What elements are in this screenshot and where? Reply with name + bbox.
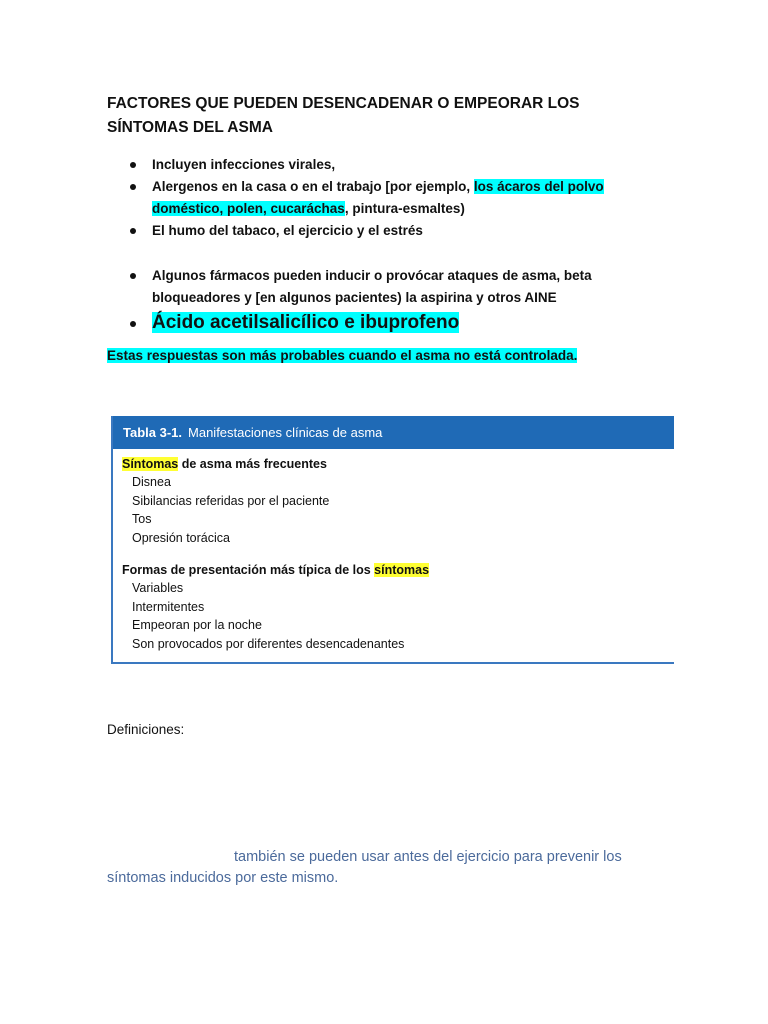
bullet-text: bloqueadores y [en algunos pacientes) la aspirina y otros AINE: [152, 290, 557, 305]
clinical-table: [111, 416, 674, 664]
table-item: Sibilancias referidas por el paciente: [132, 493, 330, 508]
section-text: Formas de presentación más típica de los: [122, 563, 375, 578]
bullet-text: Incluyen infecciones virales,: [152, 157, 336, 172]
list-item: [128, 154, 648, 176]
bullet-text: Algunos fármacos pueden inducir o provócar ataques de asma, beta: [152, 268, 592, 283]
page-title: [107, 92, 667, 140]
table-header: [113, 416, 674, 449]
highlight-allergens-1: los ácaros del polvo: [473, 179, 604, 194]
definitions-label: Definiciones:: [107, 722, 185, 737]
table-item: Empeoran por la noche: [132, 618, 262, 633]
exercise-paragraph: también se pueden usar antes del ejercicio para prevenir los síntomas inducidos por este mismo.: [107, 849, 622, 886]
highlight-sintomas: Síntomas: [122, 457, 179, 471]
title-line-2: SÍNTOMAS DEL ASMA: [107, 119, 273, 136]
highlight-allergens-2: doméstico, polen, cucaráchas: [152, 201, 345, 216]
note-highlight: Estas respuestas son más probables cuando el asma no está controlada.: [107, 348, 578, 363]
bullet-text: Alergenos en la casa o en el trabajo [por ejemplo,: [152, 179, 474, 194]
section-text: de asma más frecuentes: [178, 457, 327, 471]
control-note: [107, 346, 577, 366]
table-item: Son provocados por diferentes desencadenantes: [132, 636, 405, 651]
highlight-sintomas-2: síntomas: [374, 563, 430, 578]
table-body: [113, 449, 674, 653]
drugs-bullet: [128, 309, 459, 337]
table-item: Intermitentes: [132, 599, 205, 614]
section-heading-frequent: [122, 455, 674, 473]
list-item: [128, 176, 648, 220]
table-title: Manifestaciones clínicas de asma: [188, 425, 383, 440]
list-item: [128, 265, 648, 309]
table-label: Tabla 3-1.: [123, 425, 183, 440]
title-line-1: FACTORES QUE PUEDEN DESENCADENAR O EMPEORAR LOS: [107, 95, 580, 112]
section-heading-presentation: [122, 561, 674, 579]
table-item: Tos: [132, 512, 152, 527]
table-item: Variables: [132, 581, 184, 596]
drugs-highlight: Ácido acetilsalicílico e ibuprofeno: [152, 312, 460, 333]
table-item: Disnea: [132, 475, 171, 490]
bullet-text: El humo del tabaco, el ejercicio y el estrés: [152, 223, 423, 238]
list-item: [128, 220, 648, 242]
table-item: Opresión torácica: [132, 530, 230, 545]
trigger-list: [128, 154, 648, 309]
bullet-text: , pintura-esmaltes): [344, 201, 465, 216]
